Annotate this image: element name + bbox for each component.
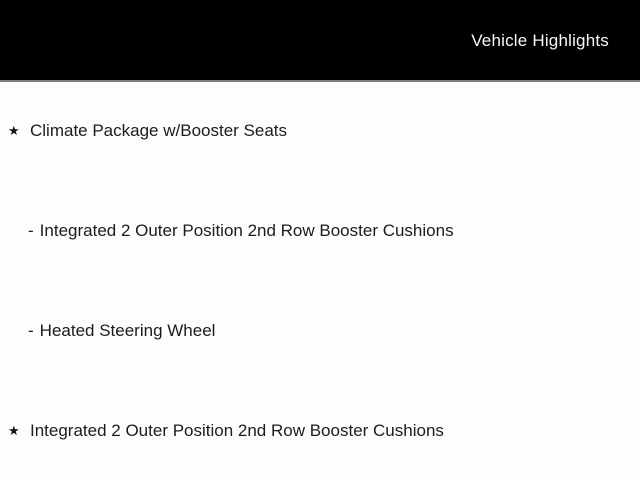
highlight-label: Integrated 2 Outer Position 2nd Row Booster Cushions bbox=[39, 221, 454, 240]
highlight-item bbox=[8, 120, 287, 142]
page-title: Vehicle Highlights bbox=[471, 30, 609, 50]
highlight-subitem bbox=[28, 220, 454, 242]
highlights-list bbox=[0, 84, 640, 480]
highlight-label: Integrated 2 Outer Position 2nd Row Booster Cushions bbox=[30, 421, 444, 440]
header-bar bbox=[0, 0, 640, 82]
star-bullet-icon: ★ bbox=[8, 123, 20, 138]
highlight-label: Heated Steering Wheel bbox=[39, 321, 216, 340]
star-bullet-icon: ★ bbox=[8, 423, 20, 438]
dash-bullet: - bbox=[28, 321, 34, 340]
highlight-label: Climate Package w/Booster Seats bbox=[30, 121, 288, 140]
highlight-subitem bbox=[28, 320, 215, 342]
dash-bullet: - bbox=[28, 221, 34, 240]
highlight-item bbox=[8, 420, 444, 442]
